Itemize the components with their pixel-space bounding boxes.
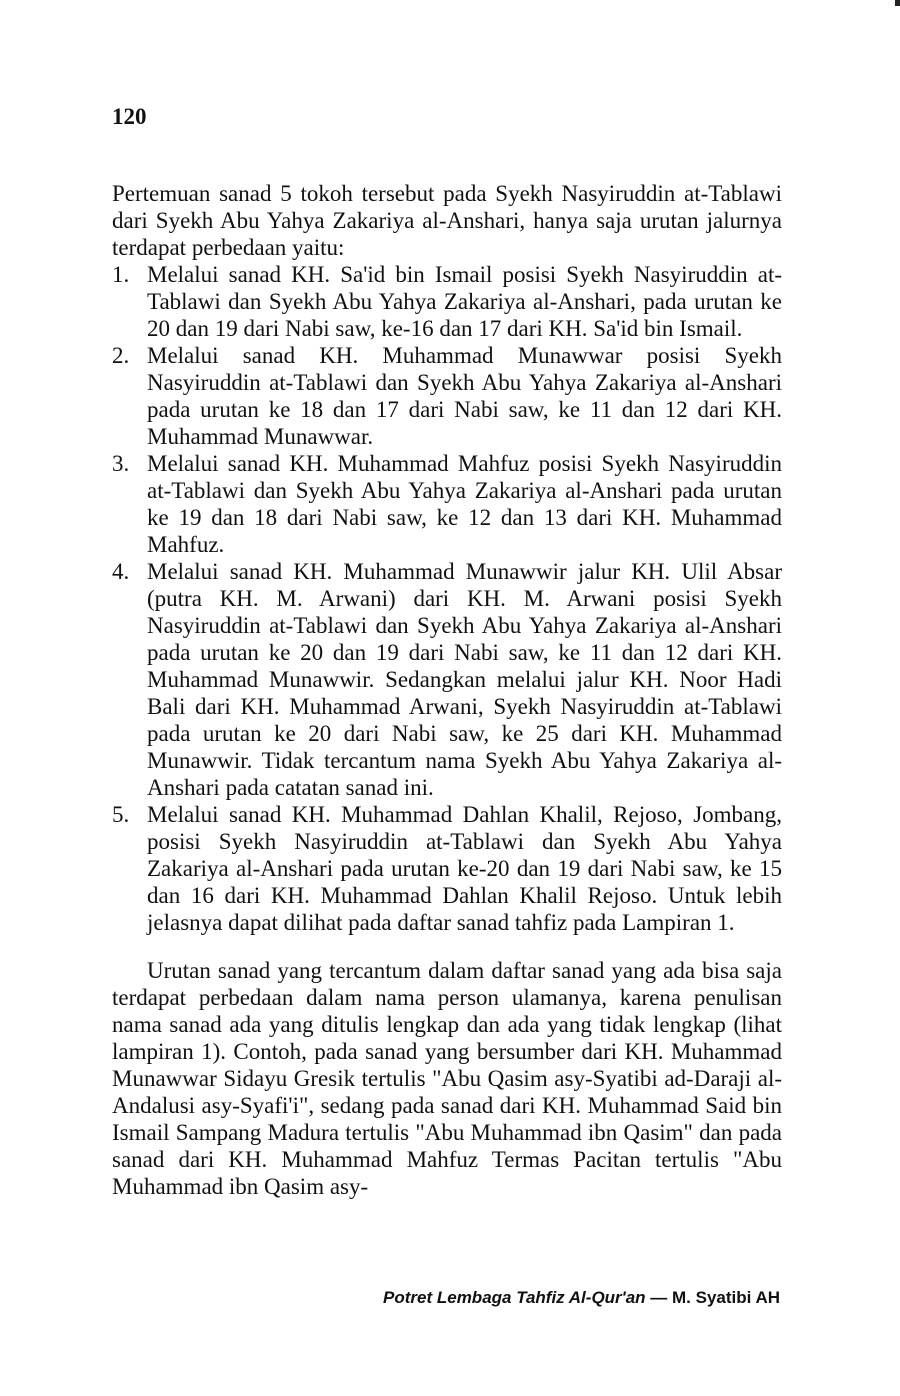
footer-author: M. Syatibi AH — [672, 1288, 780, 1307]
intro-paragraph: Pertemuan sanad 5 tokoh tersebut pada Syekh Nasyiruddin at-Tablawi dari Syekh Abu Yahya Zakariya al-Anshari, hanya saja urutan jalurnya terdapat perbedaan yaitu: — [112, 181, 782, 260]
footer-book-title: Potret Lembaga Tahfiz Al-Qur'an — [383, 1288, 646, 1307]
list-item-text: Melalui sanad KH. Muhammad Munawwar posisi Syekh Nasyiruddin at-Tablawi dan Syekh Abu Yahya Zakariya al-Anshari pada urutan ke 18 dan 17 dari Nabi saw, ke 11 dan 12 dari KH. Muhammad Munawwar. — [147, 343, 782, 449]
footer-separator: — — [645, 1288, 672, 1307]
list-item-text: Melalui sanad KH. Sa'id bin Ismail posisi Syekh Nasyiruddin at-Tablawi dan Syekh Abu Yahya Zakariya al-Anshari, pada urutan ke 20 dan 19 dari Nabi saw, ke-16 dan 17 dari KH. Sa'id bin Ismail. — [147, 262, 782, 341]
list-item — [112, 450, 782, 558]
page-number: 120 — [112, 104, 147, 129]
list-item-text: Melalui sanad KH. Muhammad Munawwir jalur KH. Ulil Absar (putra KH. M. Arwani) dari KH. M. Arwani posisi Syekh Nasyiruddin at-Tablawi dan Syekh Abu Yahya Zakariya al-Anshari pada urutan ke 20 dan 19 dari Nabi saw, ke 11 dan 12 dari KH. Muhammad Munawwir. Sedangkan melalui jalur KH. Noor Hadi Bali dari KH. Muhammad Arwani, Syekh Nasyiruddin at-Tablawi pada urutan ke 20 dari Nabi saw, ke 25 dari KH. Muhammad Munawwir. Tidak tercantum nama Syekh Abu Yahya Zakariya al-Anshari pada catatan sanad ini. — [147, 559, 782, 800]
page-body — [112, 180, 782, 1200]
running-footer — [380, 1288, 780, 1308]
list-item-number: 2. — [112, 343, 130, 368]
list-item — [112, 342, 782, 450]
list-item — [112, 261, 782, 342]
list-item-text: Melalui sanad KH. Muhammad Dahlan Khalil, Rejoso, Jombang, posisi Syekh Nasyiruddin at-Tablawi dan Syekh Abu Yahya Zakariya al-Anshari pada urutan ke-20 dan 19 dari Nabi saw, ke 15 dan 16 dari KH. Muhammad Dahlan Khalil Rejoso. Untuk lebih jelasnya dapat dilihat pada daftar sanad tahfiz pada Lampiran 1. — [147, 802, 782, 935]
list-item-number: 5. — [112, 802, 130, 827]
list-item — [112, 801, 782, 936]
numbered-list — [112, 261, 782, 936]
list-item-number: 1. — [112, 262, 130, 287]
list-item-number: 4. — [112, 559, 130, 584]
list-item — [112, 558, 782, 801]
list-item-number: 3. — [112, 451, 130, 476]
list-item-text: Melalui sanad KH. Muhammad Mahfuz posisi Syekh Nasyiruddin at-Tablawi dan Syekh Abu Yahya Zakariya al-Anshari pada urutan ke 19 dan 18 dari Nabi saw, ke 12 dan 13 dari KH. Muhammad Mahfuz. — [147, 451, 782, 557]
scan-speck — [895, 0, 900, 6]
body-paragraph: Urutan sanad yang tercantum dalam daftar sanad yang ada bisa saja terdapat perbedaan dalam nama person ulamanya, karena penulisan nama sanad ada yang ditulis lengkap dan ada yang tidak lengkap (lihat lampiran 1). Contoh, pada sanad yang bersumber dari KH. Muhammad Munawwar Sidayu Gresik tertulis "Abu Qasim asy-Syatibi ad-Daraji al-Andalusi asy-Syafi'i", sedang pada sanad dari KH. Muhammad Said bin Ismail Sampang Madura tertulis "Abu Muhammad ibn Qasim" dan pada sanad dari KH. Muhammad Mahfuz Termas Pacitan tertulis "Abu Muhammad ibn Qasim asy- — [112, 958, 782, 1199]
